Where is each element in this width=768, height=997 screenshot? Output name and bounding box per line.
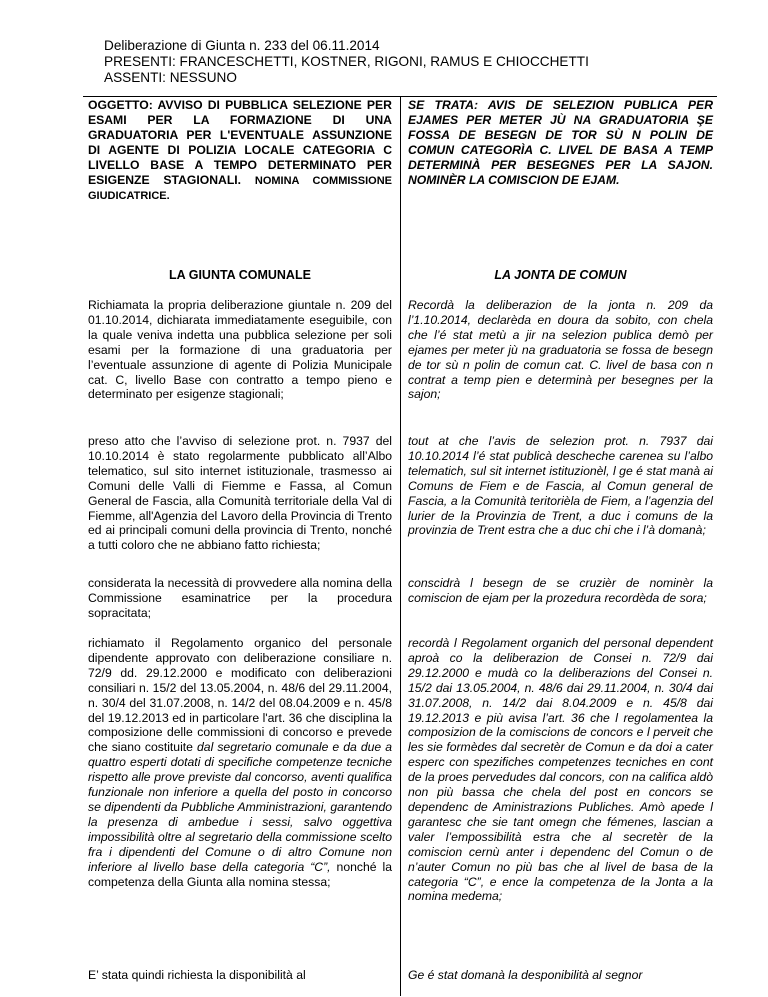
subject-ladin: SE TRATA: AVIS DE SELEZION PUBLICA PER EJAMES PER METER JÙ NA GRADUATORIA ŞE FOSSA DE BESEGN DE TOR SÙ N POLIN DE COMUN CATEGORÌA C. LIVEL DE BASA A TEMP DETERMINÀ PER BESEGNES PER LA SAJON. NOMINÈR LA COMISCION DE EJAM. [408, 98, 713, 187]
paragraph-italian-4-tail: nonché la competenza della Giunta alla nomina stessa; [88, 859, 393, 889]
absent-members: ASSENTI: NESSUNO [104, 70, 237, 85]
paragraph-ladin-5: Ge é stat domanà la desponibilità al segnor [408, 968, 643, 982]
paragraph-ladin-3: conscidrà l besegn de se cruzièr de nominèr la comiscion de ejam per la prozedura recordèda de sora; [408, 576, 713, 605]
paragraph-italian-1: Richiamata la propria deliberazione giuntale n. 209 del 01.10.2014, dichiarata immediatamente eseguibile, con la quale veniva indetta una pubblica selezione per soli esami per la formazione di una graduatoria per l’eventuale assunzione di agente di Polizia Municipale cat. C, livello Base con contratto a tempo pieno e determinato per esigenze stagionali; [88, 298, 392, 402]
document-header [104, 38, 589, 86]
paragraph-italian-3: considerata la necessità di provvedere alla nomina della Commissione esaminatrice per la procedura sopracitata; [88, 576, 392, 620]
column-divider [400, 96, 401, 996]
paragraph-ladin-1: Recordà la deliberazion de la jonta n. 209 da l’1.10.2014, declarèda en doura da sobito, con chela che l’é stat metù a jir na selezion publica demò per ejames per meter jù na graduatoria se fossa de besegn de tor sù n polin de comun cat. C. livel de basa con n contrat a temp pien e determinà per besegnes per la sajon; [408, 298, 713, 402]
paragraph-italian-4 [88, 636, 392, 889]
heading-italian: LA GIUNTA COMUNALE [169, 268, 311, 282]
heading-ladin: LA JONTA DE COMUN [494, 268, 627, 282]
paragraph-ladin-4: recordà l Regolament organich del personal dependent aproà co la deliberazion de Consei n. 72/9 dai 29.12.2000 e mudà co la deliberazions del Consei n. 15/2 dai 13.05.2004, n. 48/6 dai 29.11.2004, n. 30/4 dai 31.07.2008, n. 14/2 dai 8.04.2009 e n. 45/8 dai 19.12.2013 e più avisa l’art. 36 che l regolamentea la composizion de la comiscions de concors e l perveit che les sie formèdes dal secretèr de Comun e da doi a cater esperc con spezifiches competenzes tecniches en cont de la proes pervedudes dal concors, con na califica aldò non più bassa che chela del post en concors se dependenc de Aministrazions Publiches. Amò apede l garantesc che sie tant omegn che fémenes, lascian a valer l’empossibilità estra che al secretèr de la comiscion cernù anter i dependenc del Comun o de n’auter Comun no più bas che al livel de basa de la categoria “C”, e ence la competenza de la Jonta a la nomina medema; [408, 636, 713, 904]
paragraph-italian-5: E’ stata quindi richiesta la disponibilità al [88, 968, 306, 982]
subject-italian-tail: NOMINA COMMISSIONE GIUDICATRICE. [88, 174, 392, 203]
paragraph-ladin-2: tout at che l’avis de selezion prot. n. 7937 dai 10.10.2014 l’é stat publicà descheche carenea su l’albo telematich, sul sit internet istituzionèl, l ge é stat manà ai Comuns de Fiem e de Fascia, al Comun general de Fascia, a la Comunità teritorièla de Fiem, a l’agenzia del lurier de la Provinzia de Trent, a duc i comuns de la provinzia de Trent estra che a duc chi che i l’à domanà; [408, 434, 713, 538]
subject-italian-text: OGGETTO: AVVISO DI PUBBLICA SELEZIONE PER ESAMI PER LA FORMAZIONE DI UNA GRADUATORIA PER L'EVENTUALE ASSUNZIONE DI AGENTE DI POLIZIA LOCALE CATEGORIA C LIVELLO BASE A TEMPO DETERMINATO PER ESIGENZE STAGIONALI. [88, 98, 392, 187]
present-members: PRESENTI: FRANCESCHETTI, KOSTNER, RIGONI, RAMUS E CHIOCCHETTI [104, 54, 589, 69]
paragraph-italian-4-quote: dal segretario comunale e da due a quattro esperti dotati di specifiche competenze tecniche rispetto alle prove previste dal concorso, aventi qualifica funzionale non inferiore a quella del posto in concorso se dipendenti da Pubbliche Amministrazioni, garantendo la presenza di ambedue i sessi, salvo oggettiva impossibilità oltre al segretario della commissione scelto fra i dipendenti del Comune o di altro Comune non inferiore al livello base della categoria “C”, [88, 740, 392, 874]
deliberation-title: Deliberazione di Giunta n. 233 del 06.11.2014 [104, 38, 380, 53]
paragraph-italian-4-text: richiamato il Regolamento organico del personale dipendente approvato con deliberazione consiliare n. 72/9 dd. 29.12.2000 e modificato con deliberazioni consiliari n. 15/2 del 13.05.2004, n. 48/6 del 29.11.2004, n. 30/4 del 31.07.2008, n. 14/2 del 08.04.2009 e n. 45/8 del 19.12.2013 ed in particolare l'art. 36 che disciplina la composizione delle commissioni di concorso e prevede che siano costituite [88, 636, 392, 755]
subject-italian [88, 98, 392, 204]
paragraph-italian-2: preso atto che l’avviso di selezione prot. n. 7937 del 10.10.2014 è stato regolarmente pubblicato all’Albo telematico, sul sito internet istituzionale, trasmesso ai Comuni delle Valli di Fiemme e Fassa, al Comun General de Fascia, alla Comunità territoriale della Val di Fiemme, all'Agenzia del Lavoro della Provincia di Trento ed ai principali comuni della provincia di Trento, nonché a tutti coloro che ne abbiano fatto richiesta; [88, 434, 392, 553]
